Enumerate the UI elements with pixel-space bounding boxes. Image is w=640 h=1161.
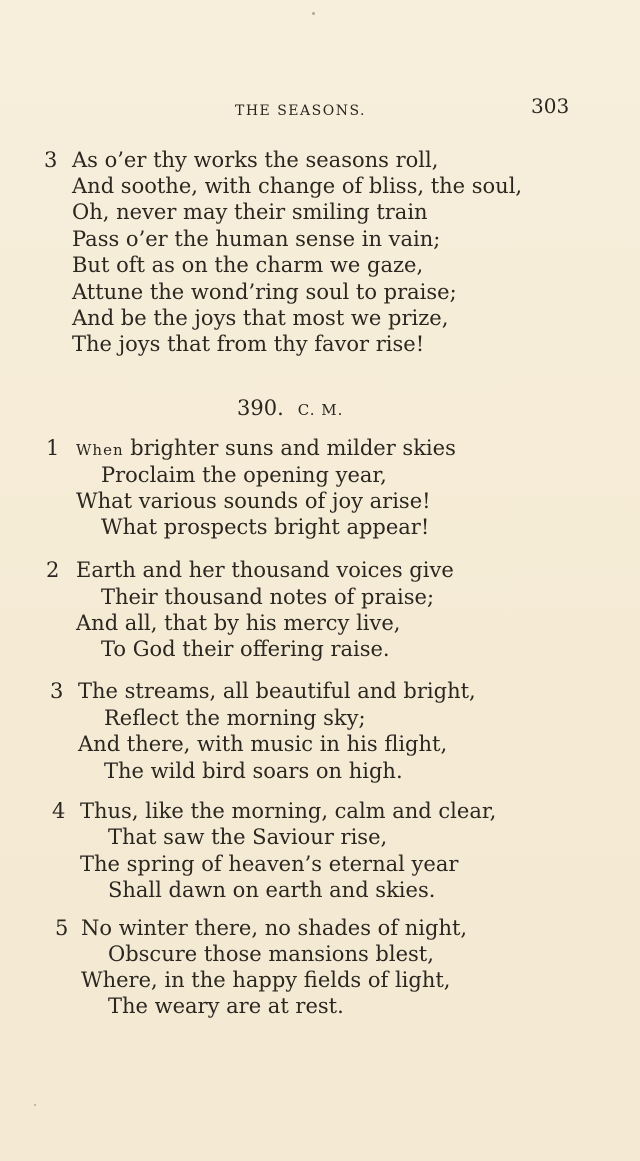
stanza-number: 2 <box>46 558 60 582</box>
verse-line: The streams, all beautiful and bright, <box>78 679 476 703</box>
hymn-meter: C. M. <box>297 401 344 419</box>
verse-line: Obscure those mansions blest, <box>108 942 434 966</box>
verse-line: Attune the wond’ring soul to praise; <box>72 280 457 304</box>
verse-line: The joys that from thy favor rise! <box>72 332 425 356</box>
verse-line: Shall dawn on earth and skies. <box>108 878 436 902</box>
verse-line: To God their offering raise. <box>101 637 390 661</box>
stanza-number: 5 <box>55 916 69 940</box>
verse-line: The wild bird soars on high. <box>104 759 403 783</box>
verse-line: Reflect the morning sky; <box>104 706 366 730</box>
verse-line: And there, with music in his flight, <box>78 732 448 756</box>
verse-line: No winter there, no shades of night, <box>81 916 468 940</box>
verse-line-rest: brighter suns and milder skies <box>123 436 456 460</box>
verse-line: Oh, never may their smiling train <box>72 200 428 224</box>
verse-line: And all, that by his mercy live, <box>76 611 401 635</box>
verse-line: Thus, like the morning, calm and clear, <box>80 799 497 823</box>
verse-line: Proclaim the opening year, <box>101 463 387 487</box>
paper-speck <box>312 12 315 15</box>
verse-line: And soothe, with change of bliss, the soul, <box>72 174 523 198</box>
page-number: 303 <box>531 94 570 118</box>
verse-line: What various sounds of joy arise! <box>76 489 431 513</box>
hymn-number: 390. <box>237 396 284 420</box>
hymn-heading <box>237 396 343 420</box>
verse-line: Earth and her thousand voices give <box>76 558 454 582</box>
verse-line: The spring of heaven’s eternal year <box>80 852 459 876</box>
stanza-number: 4 <box>52 799 66 823</box>
stanza-number: 3 <box>44 148 58 172</box>
first-word: When <box>76 441 124 459</box>
paper-speck <box>34 1104 36 1106</box>
verse-line: Where, in the happy fields of light, <box>81 968 451 992</box>
verse-line: What prospects bright appear! <box>101 515 430 539</box>
stanza-number: 1 <box>46 436 60 460</box>
verse-line: As o’er thy works the seasons roll, <box>72 148 439 172</box>
verse-line: Their thousand notes of praise; <box>101 585 435 609</box>
stanza-number: 3 <box>50 679 64 703</box>
verse-line: Pass o’er the human sense in vain; <box>72 227 441 251</box>
running-title: THE SEASONS. <box>235 103 366 119</box>
verse-line: But oft as on the charm we gaze, <box>72 253 424 277</box>
verse-line <box>76 435 456 463</box>
verse-line: The weary are at rest. <box>108 994 344 1018</box>
verse-line: And be the joys that most we prize, <box>72 306 449 330</box>
verse-line: That saw the Saviour rise, <box>108 825 388 849</box>
